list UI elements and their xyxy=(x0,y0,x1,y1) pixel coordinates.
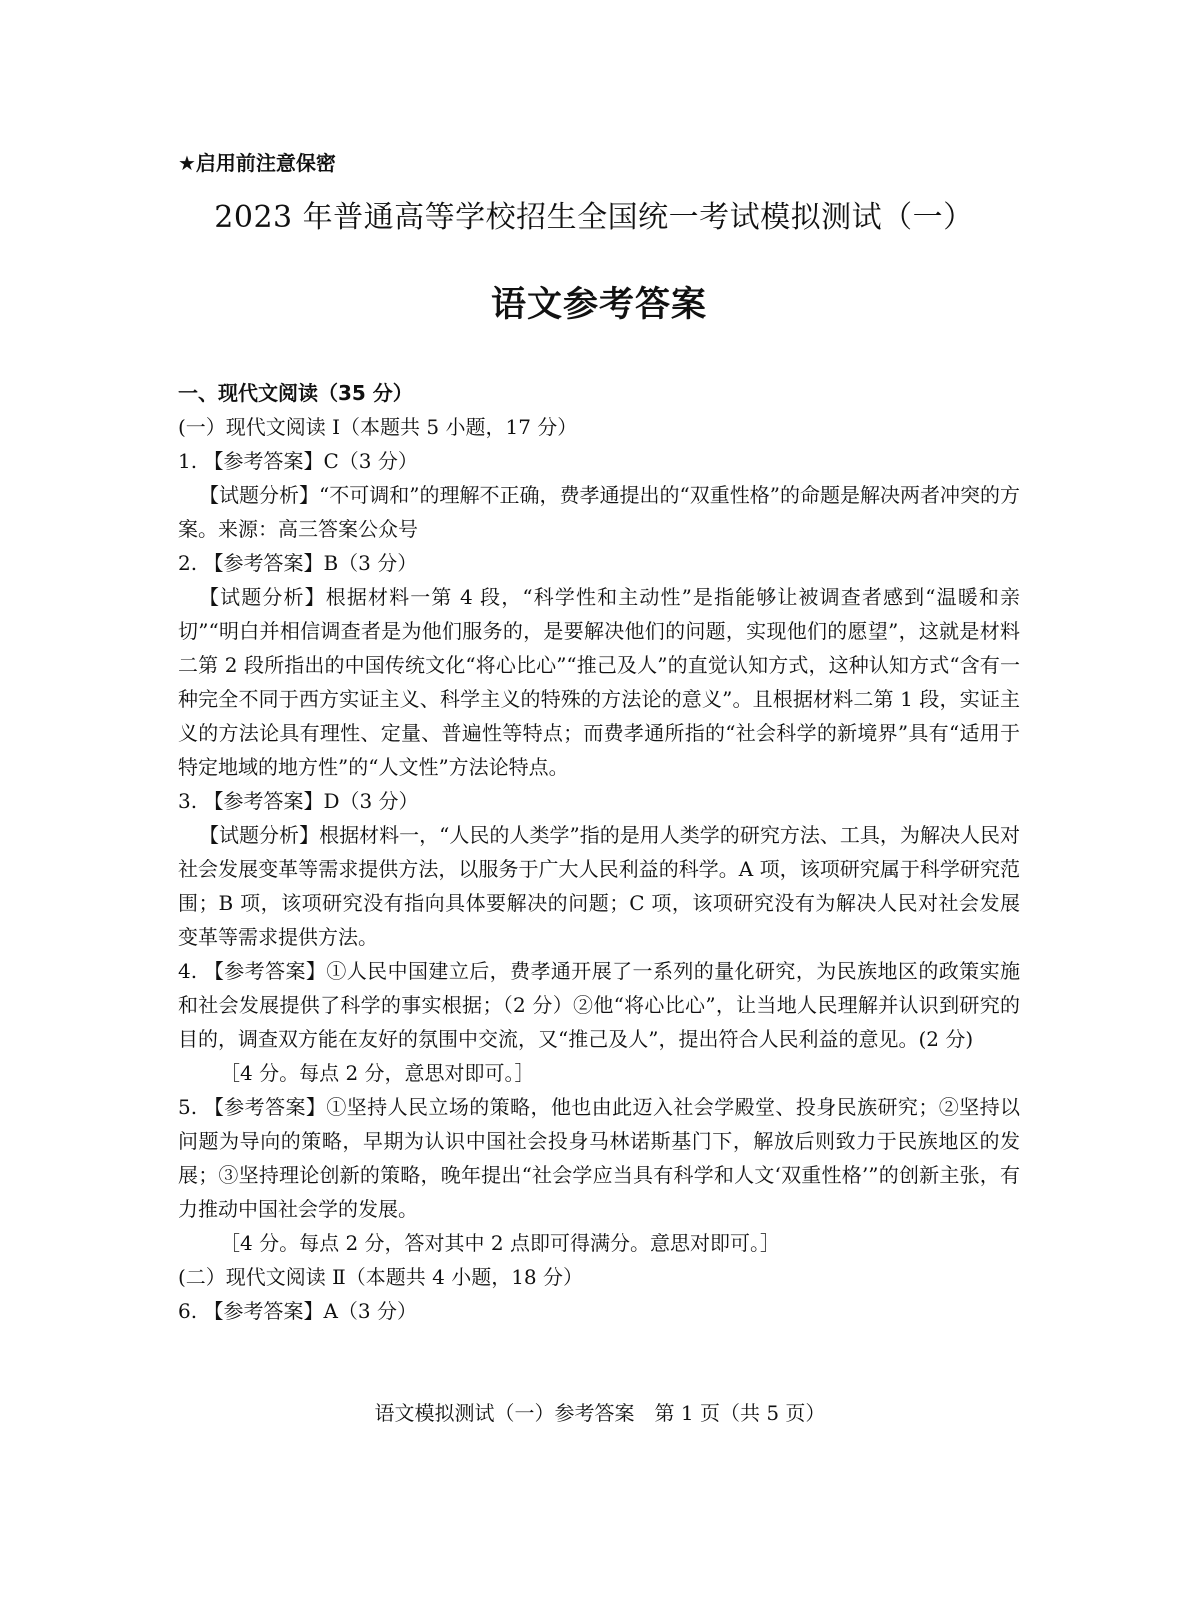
q4-answer: 4. 【参考答案】①人民中国建立后，费孝通开展了一系列的量化研究，为民族地区的政策实施和社会发展提供了科学的事实根据；（2 分）②他“将心比心”，让当地人民理解并认识到研究的目的，调查双方能在友好的氛围中交流，又“推己及人”，提出符合人民利益的意见。(2 分) xyxy=(178,959,1020,1051)
q4-scoring-note: ［4 分。每点 2 分，意思对即可。］ xyxy=(220,1061,535,1085)
q2-answer: 2. 【参考答案】B（3 分） xyxy=(178,551,418,575)
q5-answer: 5. 【参考答案】①坚持人民立场的策略，他也由此迈入社会学殿堂、投身民族研究；②坚持以问题为导向的策略，早期为认识中国社会投身马林诺斯基门下，解放后则致力于民族地区的发展；③坚持理论创新的策略，晚年提出“社会学应当具有科学和人文‘双重性格’”的创新主张，有力推动中国社会学的发展。 xyxy=(178,1095,1020,1221)
q1-answer: 1. 【参考答案】C（3 分） xyxy=(178,449,418,473)
confidential-notice: ★启用前注意保密 xyxy=(178,151,336,175)
q3-analysis: 【试题分析】根据材料一，“人民的人类学”指的是用人类学的研究方法、工具，为解决人民对社会发展变革等需求提供方法，以服务于广大人民利益的科学。A 项，该项研究属于科学研究范围；B 项，该项研究没有指向具体要解决的问题；C 项，该项研究没有为解决人民对社会发展变革等需求提供方法。 xyxy=(178,823,1020,949)
exam-title: 2023 年普通高等学校招生全国统一考试模拟测试（一） xyxy=(214,200,974,235)
subject-title: 语文参考答案 xyxy=(490,285,707,325)
section-heading-modern-reading: 一、现代文阅读（35 分） xyxy=(178,381,413,405)
part-heading-reading-1: (一）现代文阅读 Ⅰ（本题共 5 小题，17 分） xyxy=(178,415,578,439)
q6-answer: 6. 【参考答案】A（3 分） xyxy=(178,1299,417,1323)
part-heading-reading-2: (二）现代文阅读 Ⅱ（本题共 4 小题，18 分） xyxy=(178,1265,583,1289)
page-footer: 语文模拟测试（一）参考答案 第 1 页（共 5 页） xyxy=(374,1401,826,1425)
q3-answer: 3. 【参考答案】D（3 分） xyxy=(178,789,419,813)
answer-body xyxy=(178,376,1020,1328)
q5-scoring-note: ［4 分。每点 2 分，答对其中 2 点即可得满分。意思对即可。］ xyxy=(220,1231,780,1255)
q1-analysis: 【试题分析】“不可调和”的理解不正确，费孝通提出的“双重性格”的命题是解决两者冲突的方案。来源：高三答案公众号 xyxy=(178,483,1020,541)
page-content xyxy=(178,148,1020,1328)
q2-analysis: 【试题分析】根据材料一第 4 段，“科学性和主动性”是指能够让被调查者感到“温暖和亲切”“明白并相信调查者是为他们服务的，是要解决他们的问题，实现他们的愿望”，这就是材料二第 2 段所指出的中国传统文化“将心比心”“推己及人”的直觉认知方式，这种认知方式“含有一种完全不同于西方实证主义、科学主义的特殊的方法论的意义”。且根据材料二第 1 段，实证主义的方法论具有理性、定量、普遍性等特点；而费孝通所指的“社会科学的新境界”具有“适用于特定地域的地方性”的“人文性”方法论特点。 xyxy=(178,585,1020,779)
